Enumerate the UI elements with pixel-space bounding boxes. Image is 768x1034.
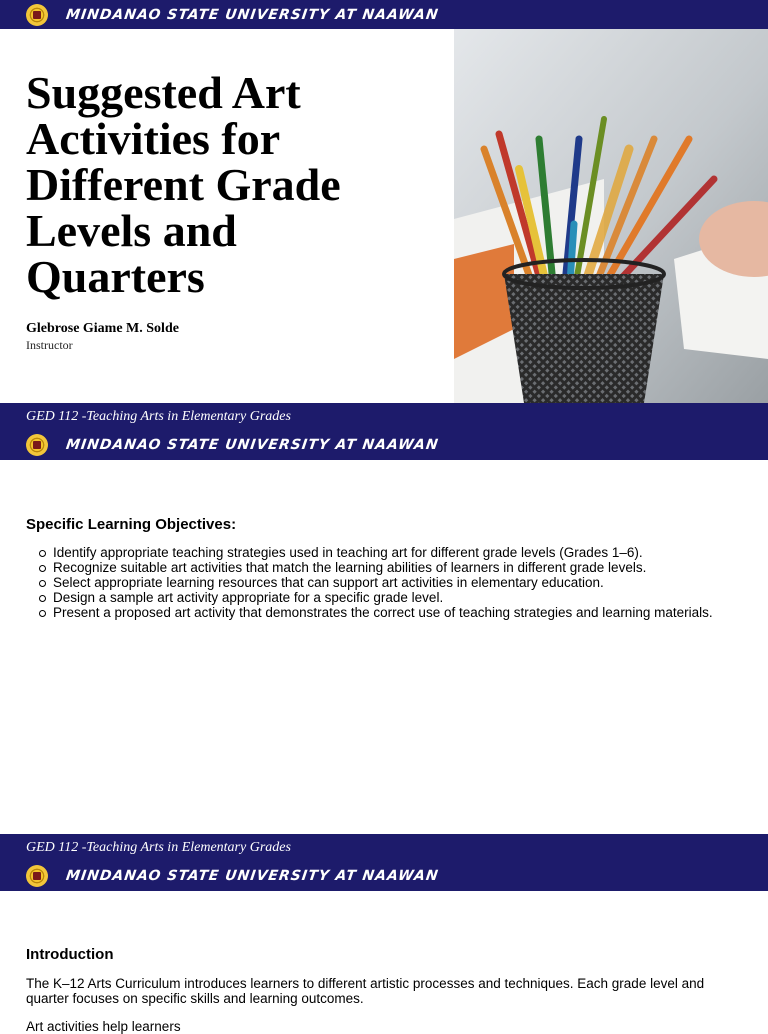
university-seal-icon <box>26 4 48 26</box>
objectives-heading: Specific Learning Objectives: <box>26 516 237 533</box>
course-name: GED 112 -Teaching Arts in Elementary Grades <box>26 839 291 855</box>
list-item: Design a sample art activity appropriate for a specific grade level. <box>38 590 738 605</box>
pencil-cup-photo <box>454 29 768 403</box>
title-line: Activities for <box>26 113 281 164</box>
slide1-footer <box>0 403 768 460</box>
course-bar <box>0 403 768 430</box>
author-role: Instructor <box>26 338 73 352</box>
list-item: Select appropriate learning resources that can support art activities in elementary education. <box>38 575 738 590</box>
introduction-paragraph-2: Art activities help learners <box>26 1019 181 1034</box>
course-name: GED 112 -Teaching Arts in Elementary Grades <box>26 408 291 424</box>
title-line: Quarters <box>26 251 205 302</box>
title-line: Levels and <box>26 205 237 256</box>
pencil-cup-icon <box>454 29 768 403</box>
university-seal-icon <box>26 865 48 887</box>
university-name: MINDANAO STATE UNIVERSITY AT NAAWAN <box>64 436 440 453</box>
title-line: Different Grade <box>26 159 341 210</box>
university-seal-icon <box>26 434 48 456</box>
list-item: Present a proposed art activity that demonstrates the correct use of teaching strategies and learning materials. <box>38 605 738 620</box>
objectives-list <box>38 545 738 620</box>
introduction-heading: Introduction <box>26 946 114 963</box>
title-line: Suggested Art <box>26 67 301 118</box>
list-item: Identify appropriate teaching strategies used in teaching art for different grade levels (Grades 1–6). <box>38 545 738 560</box>
university-name: MINDANAO STATE UNIVERSITY AT NAAWAN <box>64 867 440 884</box>
slide2-footer <box>0 834 768 891</box>
slide-title <box>26 67 446 302</box>
university-header <box>0 430 768 459</box>
course-bar <box>0 834 768 861</box>
university-header <box>0 0 768 29</box>
university-header <box>0 861 768 890</box>
author-name: Glebrose Giame M. Solde <box>26 321 179 336</box>
university-name: MINDANAO STATE UNIVERSITY AT NAAWAN <box>64 6 440 23</box>
introduction-paragraph: The K–12 Arts Curriculum introduces learners to different artistic processes and techniques. Each grade level and quarter focuses on specific skills and learning outcomes. <box>26 976 705 1006</box>
list-item: Recognize suitable art activities that match the learning abilities of learners in different grade levels. <box>38 560 738 575</box>
